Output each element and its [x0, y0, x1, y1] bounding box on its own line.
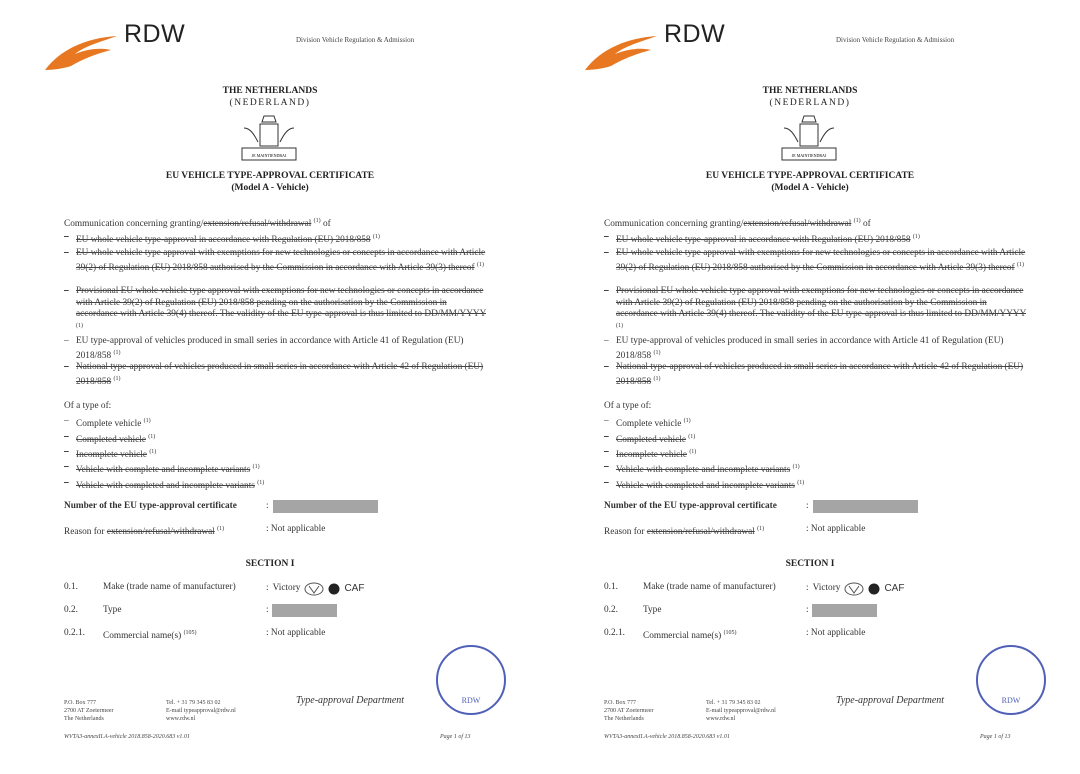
item-label: Make (trade name of manufacturer) — [103, 582, 236, 592]
list-item: – Vehicle with complete and incomplete variants $^{(1)}$ — [604, 462, 800, 475]
department: Type-approval Department — [296, 695, 405, 706]
list-item: – EU whole vehicle type-approval in accordance with Regulation (EU) 2018/858 $^{(1)}$ — [64, 232, 380, 245]
rdw-logo-text: RDW — [124, 20, 186, 48]
svg-text:JE MAINTIENDRAI: JE MAINTIENDRAI — [791, 153, 827, 158]
item-label: Type — [643, 605, 662, 615]
item-label: Make (trade name of manufacturer) — [643, 582, 776, 592]
footer-contact: Tel. + 31 79 345 83 02 E-mail typeapproval@rdw.nl www.rdw.nl — [166, 700, 236, 722]
rdw-stamp-icon: RDW — [976, 645, 1046, 715]
division-name: Division Vehicle Regulation & Admission — [836, 36, 955, 44]
victory-logo-icon — [844, 582, 864, 596]
list-item: – National type-approval of vehicles produced in small series in accordance with Article 42 of Regulation (EU) 2018/858 $^{(1)}$ — [64, 362, 484, 387]
communication-line: Communication concerning granting/extension/refusal/withdrawal $^{(1)}$ of — [604, 218, 871, 229]
item-num: 0.2. — [604, 605, 618, 615]
item-num: 0.2.1. — [604, 628, 625, 638]
certificate-page-right: RDW Division Vehicle Regulation & Admission THE NETHERLANDS (NEDERLAND) JE MAINTIENDRAI EU VEHICLE TYPE-APPROVAL CERTIFICATE (Model A - Vehicle) Communication concerning granting/extension/refusal/withdrawal $^{(1)}$ of – EU whole vehicle type-approval in accordance with Regulation (EU) 2018/858 $^{(1)}$ – EU whole vehicle type approval with exemptions for new technologies or concepts in accordance with Article 39(2) of Regulation (EU) 2018/858 authorised by the Commission in accordance with Article 39(3) thereof $^{(1)}$ – Provisional EU whole vehicle type approval with exemptions for new technologies or concepts in accordance with Article 39(2) of Regulation (EU) 2018/858 pending on the authorisation by the Commission in accordance with Article 39(4) thereof. The validity of the EU type-approval is thus limited to DD/MM/YYYY $^{(1)}$ – EU type-approval of vehicles produced in small series in accordance with Article 41 of Regulation (EU) 2018/858 $^{(1)}$ – National type-approval of vehicles produced in small series in accordance with Article 42 of Regulation (EU) 2018/858 $^{(1)}$ Of a type of: – Complete vehicle $^{(1)}$ – Completed vehicle $^{(1)}$ – Incomplete vehicle $^{(1)}$ – Vehicle with complete and incomplete variants $^{(1)}$ – Vehicle with completed and incomplete variants $^{(1)}$ Number of the EU type-approval certificate : Reason for extension/refusal/withdrawal $^{(1)}$ : Not applicable SECTION I 0.1. Make (trade name of manufacturer) : Victory CAF 0.2. Type : 0.2.1. Commercial name(s) $^{(105)}$ : Not applicable P.O. Box 777 2700 AT Zoetermeer The Netherlands Tel. + 31 79 345 83 02 E-mail typeapproval@rdw.nl www.rdw.nl Type-approval Department RDW WVTA3-annexII.A-vehicle 2018.858-2020.683 v1.01 Page 1 of 13 — [540, 0, 1080, 774]
list-item: – National type-approval of vehicles produced in small series in accordance with Article 42 of Regulation (EU) 2018/858 $^{(1)}$ — [604, 362, 1024, 387]
list-item: – EU type-approval of vehicles produced in small series in accordance with Article 41 of Regulation (EU) 2018/858 $^{(1)}$ — [604, 336, 1004, 361]
list-item: – Complete vehicle $^{(1)}$ — [604, 416, 691, 429]
list-item: – Vehicle with complete and incomplete variants $^{(1)}$ — [64, 462, 260, 475]
reason-value: : Not applicable — [806, 524, 866, 534]
certificate-subtitle: (Model A - Vehicle) — [771, 183, 849, 193]
country: THE NETHERLANDS — [222, 86, 318, 96]
list-item: – Incomplete vehicle $^{(1)}$ — [604, 447, 697, 460]
item-num: 0.1. — [64, 582, 78, 592]
caf-logo-icon — [328, 583, 340, 595]
section-title: SECTION I — [245, 559, 295, 569]
type-redacted — [272, 604, 337, 617]
document-id: WVTA3-annexII.A-vehicle 2018.858-2020.683 v1.01 — [64, 734, 190, 740]
list-item: – Completed vehicle $^{(1)}$ — [604, 432, 696, 445]
footer-contact: Tel. + 31 79 345 83 02 E-mail typeapproval@rdw.nl www.rdw.nl — [706, 700, 776, 722]
certificate-number-redacted — [813, 500, 918, 513]
footer-address: P.O. Box 777 2700 AT Zoetermeer The Netherlands — [604, 700, 654, 722]
page-number: Page 1 of 13 — [980, 734, 1011, 740]
list-item: – Incomplete vehicle $^{(1)}$ — [64, 447, 157, 460]
caf-logo-icon — [868, 583, 880, 595]
country: THE NETHERLANDS — [762, 86, 858, 96]
list-item: – Provisional EU whole vehicle type approval with exemptions for new technologies or concepts in accordance with Article 39(2) of Regulation (EU) 2018/858 pending on the authorisation by the Commission in accordance with Article 39(4) thereof. The validity of the EU type-approval is thus limited to DD/MM/YYYY $^{(1)}$ — [604, 286, 1026, 329]
rdw-stamp-icon: RDW — [436, 645, 506, 715]
list-item: – EU type-approval of vehicles produced in small series in accordance with Article 41 of Regulation (EU) 2018/858 $^{(1)}$ — [64, 336, 464, 361]
rdw-logo-text: RDW — [664, 20, 726, 48]
of-type-label: Of a type of: — [604, 401, 652, 411]
item-num: 0.2.1. — [64, 628, 85, 638]
certificate-number-redacted — [273, 500, 378, 513]
list-item: – EU whole vehicle type-approval in accordance with Regulation (EU) 2018/858 $^{(1)}$ — [604, 232, 920, 245]
reason-value: : Not applicable — [266, 524, 326, 534]
coat-of-arms-icon — [238, 114, 300, 164]
item-num: 0.1. — [604, 582, 618, 592]
rdw-logo-icon — [585, 30, 657, 72]
reason-label: Reason for extension/refusal/withdrawal $^{(1)}$ — [604, 526, 765, 537]
rdw-logo-icon — [45, 30, 117, 72]
reason-label: Reason for extension/refusal/withdrawal $^{(1)}$ — [64, 526, 225, 537]
certificate-title: EU VEHICLE TYPE-APPROVAL CERTIFICATE — [165, 171, 375, 181]
list-item: – Vehicle with completed and incomplete variants $^{(1)}$ — [64, 478, 265, 491]
list-item: – Vehicle with completed and incomplete variants $^{(1)}$ — [604, 478, 805, 491]
item-label: Commercial name(s) $^{(105)}$ — [103, 630, 197, 641]
section-title: SECTION I — [785, 559, 835, 569]
country-local: (NEDERLAND) — [769, 98, 851, 108]
list-item: – Provisional EU whole vehicle type approval with exemptions for new technologies or concepts in accordance with Article 39(2) of Regulation (EU) 2018/858 pending on the authorisation by the Commission in accordance with Article 39(4) thereof. The validity of the EU type-approval is thus limited to DD/MM/YYYY $^{(1)}$ — [64, 286, 486, 329]
svg-text:JE MAINTIENDRAI: JE MAINTIENDRAI — [251, 153, 287, 158]
item-num: 0.2. — [64, 605, 78, 615]
certificate-number-label: Number of the EU type-approval certificate — [64, 501, 237, 511]
certificate-number-label: Number of the EU type-approval certificate — [604, 501, 777, 511]
make-value: : Victory CAF — [806, 583, 905, 595]
certificate-page-left: RDW Division Vehicle Regulation & Admission THE NETHERLANDS (NEDERLAND) JE MAINTIENDRAI EU VEHICLE TYPE-APPROVAL CERTIFICATE (Model A - Vehicle) Communication concerning granting/extension/refusal/withdrawal $^{(1)}$ of – EU whole vehicle type-approval in accordance with Regulation (EU) 2018/858 $^{(1)}$ – EU whole vehicle type approval with exemptions for new technologies or concepts in accordance with Article 39(2) of Regulation (EU) 2018/858 authorised by the Commission in accordance with Article 39(3) thereof $^{(1)}$ – Provisional EU whole vehicle type approval with exemptions for new technologies or concepts in accordance with Article 39(2) of Regulation (EU) 2018/858 pending on the authorisation by the Commission in accordance with Article 39(4) thereof. The validity of the EU type-approval is thus limited to DD/MM/YYYY $^{(1)}$ – EU type-approval of vehicles produced in small series in accordance with Article 41 of Regulation (EU) 2018/858 $^{(1)}$ – National type-approval of vehicles produced in small series in accordance with Article 42 of Regulation (EU) 2018/858 $^{(1)}$ Of a type of: – Complete vehicle $^{(1)}$ – Completed vehicle $^{(1)}$ – Incomplete vehicle $^{(1)}$ – Vehicle with complete and incomplete variants $^{(1)}$ – Vehicle with completed and incomplete variants $^{(1)}$ Number of the EU type-approval certificate : Reason for extension/refusal/withdrawal $^{(1)}$ : Not applicable SECTION I 0.1. Make (trade name of manufacturer) : Victory CAF 0.2. Type : 0.2.1. Commercial name(s) $^{(105)}$ : Not applicable P.O. Box 777 2700 AT Zoetermeer The Netherlands Tel. + 31 79 345 83 02 E-mail typeapproval@rdw.nl www.rdw.nl Type-approval Department RDW WVTA3-annexII.A-vehicle 2018.858-2020.683 v1.01 Page 1 of 13 — [0, 0, 540, 774]
communication-line: Communication concerning granting/extension/refusal/withdrawal $^{(1)}$ of — [64, 218, 331, 229]
make-value: : Victory CAF — [266, 583, 365, 595]
list-item: – EU whole vehicle type approval with exemptions for new technologies or concepts in accordance with Article 39(2) of Regulation (EU) 2018/858 authorised by the Commission in accordance with Article 39(3) thereof $^{(1)}$ — [64, 248, 486, 273]
division-name: Division Vehicle Regulation & Admission — [296, 36, 415, 44]
item-label: Type — [103, 605, 122, 615]
country-local: (NEDERLAND) — [229, 98, 311, 108]
certificate-title: EU VEHICLE TYPE-APPROVAL CERTIFICATE — [705, 171, 915, 181]
of-type-label: Of a type of: — [64, 401, 112, 411]
certificate-subtitle: (Model A - Vehicle) — [231, 183, 309, 193]
coat-of-arms-icon — [778, 114, 840, 164]
list-item: – EU whole vehicle type approval with exemptions for new technologies or concepts in accordance with Article 39(2) of Regulation (EU) 2018/858 authorised by the Commission in accordance with Article 39(3) thereof $^{(1)}$ — [604, 248, 1026, 273]
list-item: – Completed vehicle $^{(1)}$ — [64, 432, 156, 445]
document-id: WVTA3-annexII.A-vehicle 2018.858-2020.683 v1.01 — [604, 734, 730, 740]
department: Type-approval Department — [836, 695, 945, 706]
page-number: Page 1 of 13 — [440, 734, 471, 740]
list-item: – Complete vehicle $^{(1)}$ — [64, 416, 151, 429]
footer-address: P.O. Box 777 2700 AT Zoetermeer The Netherlands — [64, 700, 114, 722]
victory-logo-icon — [304, 582, 324, 596]
item-label: Commercial name(s) $^{(105)}$ — [643, 630, 737, 641]
type-redacted — [812, 604, 877, 617]
